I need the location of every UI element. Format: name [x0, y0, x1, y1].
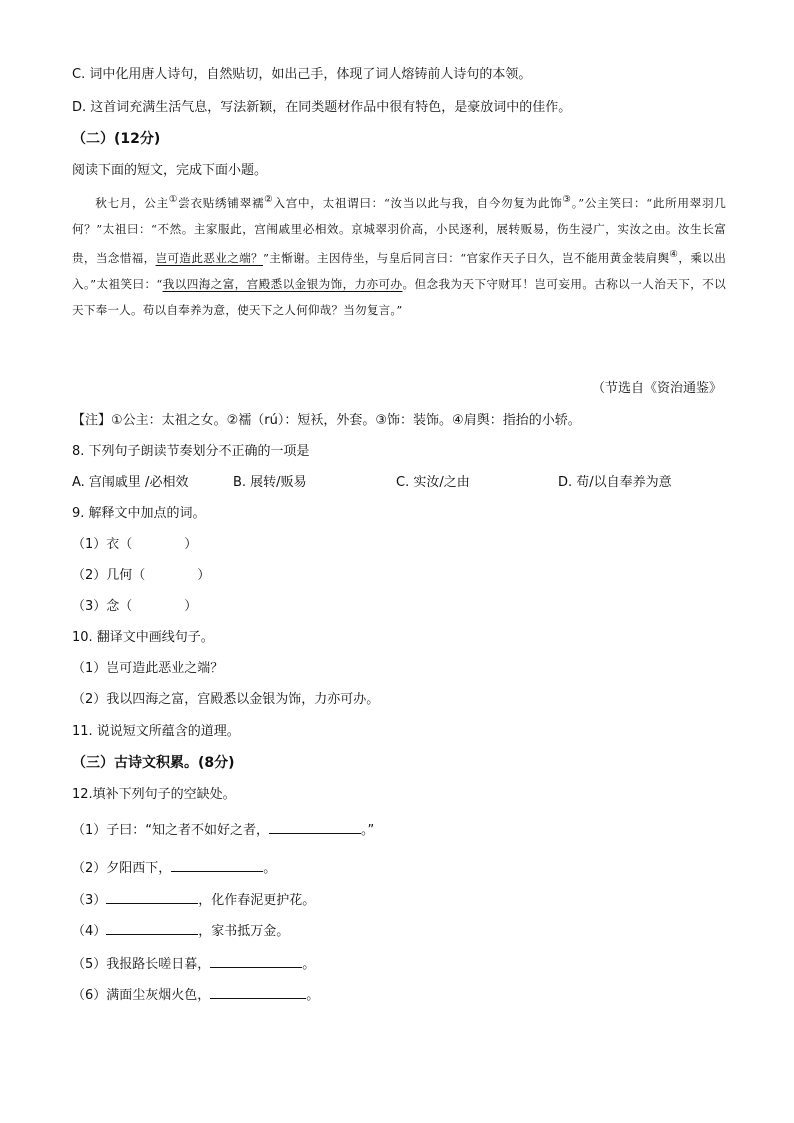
q10-item-1: （1）岂可造此恶业之端？ [72, 661, 224, 676]
answer-blank[interactable] [171, 859, 263, 872]
fill-blank-2: （2）夕阳西下， 。 [72, 861, 277, 876]
option-d: D. 这首词充满生活气息，写法新颖，在同类题材作品中很有特色，是豪放词中的佳作。 [72, 100, 572, 115]
option-c: C. 词中化用唐人诗句，自然贴切，如出己手，体现了词人熔铸前人诗句的本领。 [72, 67, 532, 82]
answer-blank[interactable] [106, 891, 198, 904]
fill-blank-5: （5）我报路长嗟日暮， 。 [72, 957, 316, 972]
note-marker: ④ [669, 248, 679, 260]
question-11-stem: 11. 说说短文所蕴含的道理。 [72, 724, 240, 739]
underlined-sentence-2: 我以四海之富，宫殿悉以金银为饰，力亦可办 [162, 276, 403, 291]
q10-item-2: （2）我以四海之富，宫殿悉以金银为饰，力亦可办。 [72, 692, 380, 707]
fill-blank-3: （3） ，化作春泥更护花。 [72, 893, 316, 908]
q9-item-1: （1）衣（ ） [72, 537, 198, 552]
fill-blank-4: （4） ，家书抵万金。 [72, 924, 290, 939]
section-heading-2: （二）(12分) [72, 131, 161, 147]
q8-option-b: B. 展转/贩易 [233, 475, 307, 490]
q8-option-c: C. 实汝/之由 [396, 475, 470, 490]
note-marker: ① [168, 194, 179, 205]
question-9-stem: 9. 解释文中加点的词。 [72, 506, 206, 521]
fill-blank-6: （6）满面尘灰烟火色， 。 [72, 988, 320, 1003]
underlined-sentence-1: 岂可造此恶业之端？ [155, 250, 263, 265]
section-heading-3: （三）古诗文积累。(8分) [72, 755, 235, 771]
fill-blank-1: （1）子曰：“知之者不如好之者， 。” [72, 823, 375, 838]
question-8-stem: 8. 下列句子朗读节奏划分不正确的一项是 [72, 444, 310, 459]
q9-item-2: （2）几何（ ） [72, 568, 211, 583]
reading-instruction: 阅读下面的短文，完成下面小题。 [72, 163, 268, 178]
answer-blank[interactable] [106, 922, 198, 935]
annotation-notes: 【注】①公主：太祖之女。②襦（rú）：短袄，外套。③饰：装饰。④肩舆：指抬的小轿。 [72, 413, 581, 428]
note-marker: ③ [562, 194, 572, 205]
passage-source: （节选自《资治通鉴》 [591, 381, 722, 396]
answer-blank[interactable] [210, 955, 302, 968]
q9-item-3: （3）念（ ） [72, 599, 198, 614]
q8-option-d: D. 苟/以自奉养为意 [558, 475, 672, 490]
classical-passage: 秋七月，公主①尝衣贴绣铺翠襦②入宫中，太祖谓曰：“汝当以此与我，自今勿复为此饰③。”公主笑曰：“此所用翠羽几何？”太祖曰：“不然。主家服此，宫闱戚里必相效。京城翠羽价高，小民逐利，展转贩易，伤生浸广，实汝之由。汝生长富贵，当念惜福，岂可造此恶业之端？”主惭谢。主因侍坐，与皇后同言曰：“官家作天子日久，岂不能用黄金装肩舆④，乘以出入。”太祖笑曰：“我以四海之富，宫殿悉以金银为饰，力亦可办。但念我为天下守财耳！岂可妄用。古称以一人治天下，不以天下奉一人。苟以自奉养为意，使天下之人何仰哉？当勿复言。” [72, 194, 727, 317]
answer-blank[interactable] [210, 986, 306, 999]
note-marker: ② [264, 194, 274, 205]
q8-option-a: A. 宫闱戚里 /必相效 [72, 475, 189, 490]
answer-blank[interactable] [269, 821, 361, 834]
question-12-stem: 12.填补下列句子的空缺处。 [72, 787, 236, 802]
question-10-stem: 10. 翻译文中画线句子。 [72, 630, 214, 645]
